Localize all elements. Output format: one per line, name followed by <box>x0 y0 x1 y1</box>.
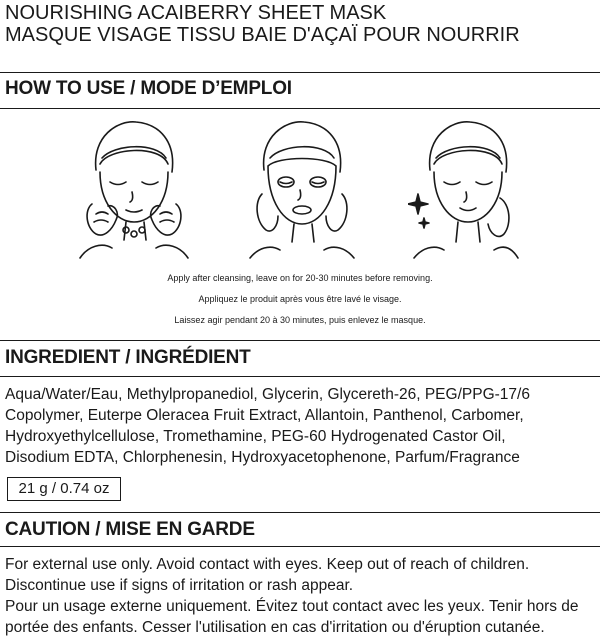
divider <box>0 512 600 513</box>
divider <box>0 108 600 109</box>
net-weight-badge: 21 g / 0.74 oz <box>7 477 121 501</box>
caution-line: For external use only. Avoid contact with eyes. Keep out of reach of children. <box>5 556 530 573</box>
face-cleansing-icon <box>78 118 190 260</box>
divider <box>0 340 600 341</box>
ingredient-line: Hydroxyethylcellulose, Tromethamine, PEG-60 Hydrogenated Castor Oil, <box>5 428 506 445</box>
caution-line: portée des enfants. Cesser l'utilisation en cas d'irritation ou d'éruption cutanée. <box>5 619 545 636</box>
product-title-en: NOURISHING ACAIBERRY SHEET MASK <box>5 2 387 24</box>
usage-line-fr-2: Laissez agir pendant 20 à 30 minutes, puis enlevez le masque. <box>174 315 426 325</box>
divider <box>0 376 600 377</box>
ingredient-line: Copolymer, Euterpe Oleracea Fruit Extract, Allantoin, Panthenol, Carbomer, <box>5 407 524 424</box>
face-mask-applied-icon <box>246 118 358 260</box>
how-to-use-heading: HOW TO USE / MODE D’EMPLOI <box>5 78 292 99</box>
usage-line-en: Apply after cleansing, leave on for 20-30 minutes before removing. <box>167 273 433 283</box>
ingredient-line: Aqua/Water/Eau, Methylpropanediol, Glycerin, Glycereth-26, PEG/PPG-17/6 <box>5 386 530 403</box>
ingredient-heading: INGREDIENT / INGRÉDIENT <box>5 347 251 368</box>
divider <box>0 546 600 547</box>
divider <box>0 72 600 73</box>
caution-heading: CAUTION / MISE EN GARDE <box>5 519 255 540</box>
product-title-fr: MASQUE VISAGE TISSU BAIE D'AÇAÏ POUR NOURRIR <box>5 24 520 46</box>
face-glowing-icon <box>408 118 520 260</box>
caution-line: Pour un usage externe uniquement. Évitez tout contact avec les yeux. Tenir hors de <box>5 598 579 615</box>
ingredient-line: Disodium EDTA, Chlorphenesin, Hydroxyacetophenone, Parfum/Fragrance <box>5 449 520 466</box>
caution-line: Discontinue use if signs of irritation or rash appear. <box>5 577 354 594</box>
usage-line-fr-1: Appliquez le produit après vous être lavé le visage. <box>198 294 402 304</box>
